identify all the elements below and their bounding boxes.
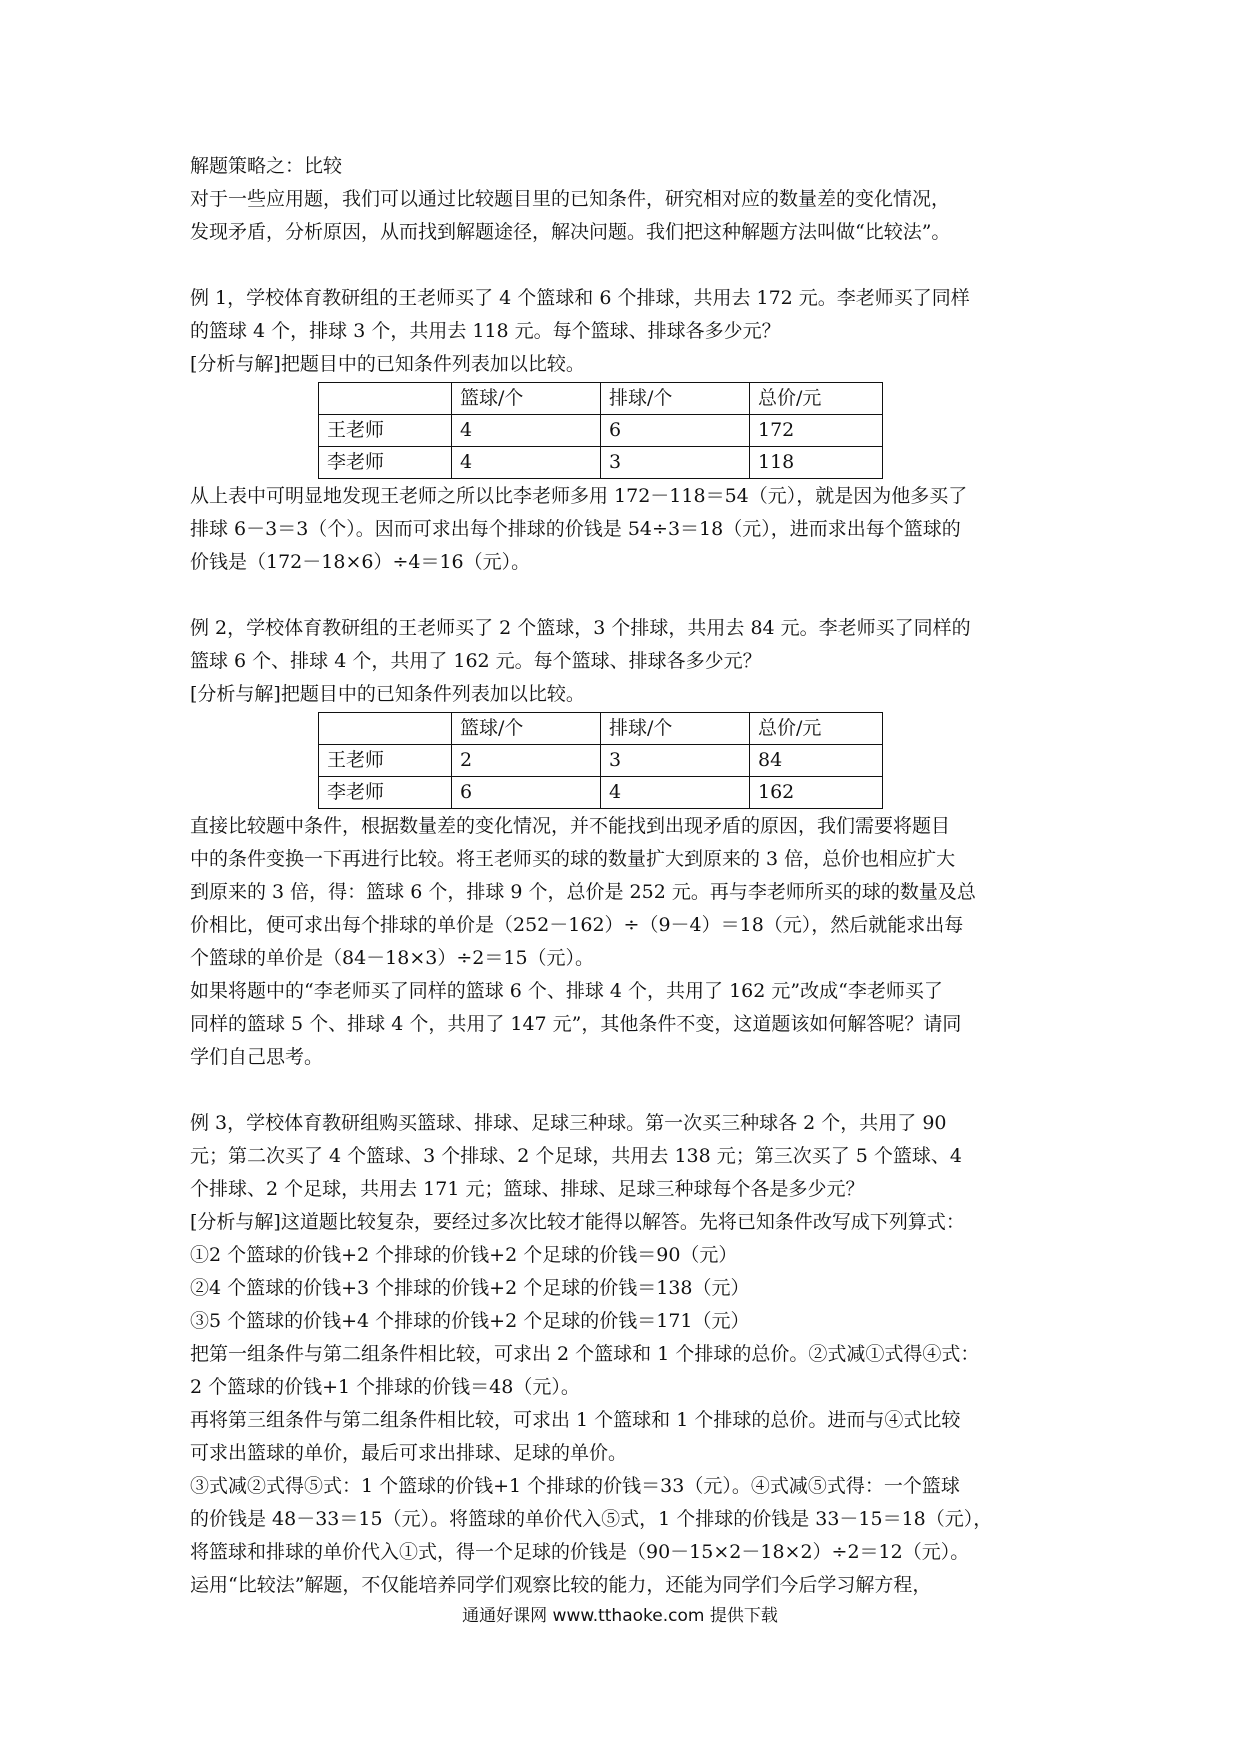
table-row [319, 415, 883, 447]
intro-line: 对于一些应用题，我们可以通过比较题目里的已知条件，研究相对应的数量差的变化情况， [190, 188, 951, 210]
page-title: 解题策略之：比较 [190, 155, 343, 177]
ex3-problem-line: 个排球、2 个足球，共用去 171 元；篮球、排球、足球三种球每个各是多少元？ [190, 1178, 865, 1200]
table-header-row [319, 383, 883, 415]
table-cell: 王老师 [319, 745, 452, 777]
spacer [190, 249, 1060, 282]
table-cell: 3 [601, 745, 750, 777]
ex2-solution-line: 学们自己思考。 [190, 1046, 324, 1068]
ex1-table [318, 382, 883, 479]
table-cell: 排球/个 [601, 383, 750, 415]
ex2-problem-line: 篮球 6 个、排球 4 个，共用了 162 元。每个篮球、排球各多少元？ [190, 650, 762, 672]
table-cell: 4 [452, 447, 601, 479]
ex3-solution-line: 2 个篮球的价钱+1 个排球的价钱＝48（元）。 [190, 1376, 580, 1398]
ex3-solution-line: ③式减②式得⑤式：1 个篮球的价钱+1 个排球的价钱＝33（元）。④式减⑤式得：一个篮球 [190, 1475, 960, 1497]
ex3-solution-line: ③5 个篮球的价钱+4 个排球的价钱+2 个足球的价钱＝171（元） [190, 1310, 750, 1332]
ex2-solution-line: 中的条件变换一下再进行比较。将王老师买的球的数量扩大到原来的 3 倍，总价也相应扩大 [190, 848, 956, 870]
ex3-solution-line: 的价钱是 48－33＝15（元）。将篮球的单价代入⑤式，1 个排球的价钱是 33－15＝18（元）， [190, 1508, 993, 1530]
table-cell: 118 [750, 447, 883, 479]
table-cell: 李老师 [319, 777, 452, 809]
ex2-solution-line: 个篮球的单价是（84－18×3）÷2＝15（元）。 [190, 947, 595, 969]
ex2-solution-line: 直接比较题中条件，根据数量差的变化情况，并不能找到出现矛盾的原因，我们需要将题目 [190, 815, 951, 837]
table-cell: 84 [750, 745, 883, 777]
ex3-solution-line: 将篮球和排球的单价代入①式，得一个足球的价钱是（90－15×2－18×2）÷2＝12（元）。 [190, 1541, 970, 1563]
ex2-analysis: [分析与解]把题目中的已知条件列表加以比较。 [190, 683, 585, 705]
page-footer: 通通好课网 www.tthaoke.com 提供下载 [462, 1606, 778, 1626]
table-header-row [319, 713, 883, 745]
ex3-solution-line: [分析与解]这道题比较复杂，要经过多次比较才能得以解答。先将已知条件改写成下列算式： [190, 1211, 965, 1233]
ex3-solution-line: 把第一组条件与第二组条件相比较，可求出 2 个篮球和 1 个排球的总价。②式减①式得④式： [190, 1343, 980, 1365]
table-cell: 6 [601, 415, 750, 447]
ex1-solution-line: 从上表中可明显地发现王老师之所以比李老师多用 172－118＝54（元），就是因为他多买了 [190, 485, 968, 507]
document-body [190, 150, 1060, 1602]
ex3-problem-line: 例 3，学校体育教研组购买篮球、排球、足球三种球。第一次买三种球各 2 个，共用了 90 [190, 1112, 947, 1134]
ex2-problem-line: 例 2，学校体育教研组的王老师买了 2 个篮球，3 个排球，共用去 84 元。李老师买了同样的 [190, 617, 971, 639]
ex3-solution-line: ②4 个篮球的价钱+3 个排球的价钱+2 个足球的价钱＝138（元） [190, 1277, 750, 1299]
ex2-table [318, 712, 883, 809]
table-cell: 2 [452, 745, 601, 777]
spacer [190, 579, 1060, 612]
ex2-solution-line: 同样的篮球 5 个、排球 4 个，共用了 147 元”，其他条件不变，这道题该如何解答呢？请同 [190, 1013, 962, 1035]
table-cell: 4 [601, 777, 750, 809]
ex1-analysis: [分析与解]把题目中的已知条件列表加以比较。 [190, 353, 585, 375]
table-cell: 6 [452, 777, 601, 809]
table-cell: 3 [601, 447, 750, 479]
ex3-solution-line: 可求出篮球的单价，最后可求出排球、足球的单价。 [190, 1442, 628, 1464]
ex1-solution-line: 排球 6－3＝3（个）。因而可求出每个排球的价钱是 54÷3＝18（元），进而求出每个篮球的 [190, 518, 961, 540]
intro-line: 发现矛盾，分析原因，从而找到解题途径，解决问题。我们把这种解题方法叫做“比较法”。 [190, 221, 951, 243]
ex2-solution-line: 价相比，便可求出每个排球的单价是（252－162）÷（9－4）＝18（元），然后就能求出每 [190, 914, 964, 936]
spacer [190, 1074, 1060, 1107]
table-cell: 排球/个 [601, 713, 750, 745]
table-row [319, 777, 883, 809]
table-cell [319, 383, 452, 415]
table-cell [319, 713, 452, 745]
ex1-problem-line: 的篮球 4 个，排球 3 个，共用去 118 元。每个篮球、排球各多少元？ [190, 320, 781, 342]
table-cell: 总价/元 [750, 713, 883, 745]
table-cell: 162 [750, 777, 883, 809]
ex3-problem-line: 元；第二次买了 4 个篮球、3 个排球、2 个足球，共用去 138 元；第三次买了 5 个篮球、4 [190, 1145, 963, 1167]
table-cell: 李老师 [319, 447, 452, 479]
ex3-solution-line: ①2 个篮球的价钱+2 个排球的价钱+2 个足球的价钱＝90（元） [190, 1244, 738, 1266]
ex2-solution-line: 如果将题中的“李老师买了同样的篮球 6 个、排球 4 个，共用了 162 元”改成“李老师买了 [190, 980, 943, 1002]
ex2-solution-line: 到原来的 3 倍，得：篮球 6 个，排球 9 个，总价是 252 元。再与李老师所买的球的数量及总 [190, 881, 976, 903]
ex3-solution-line: 再将第三组条件与第二组条件相比较，可求出 1 个篮球和 1 个排球的总价。进而与④式比较 [190, 1409, 961, 1431]
table-cell: 4 [452, 415, 601, 447]
table-cell: 王老师 [319, 415, 452, 447]
ex1-solution-line: 价钱是（172－18×6）÷4＝16（元）。 [190, 551, 531, 573]
table-cell: 篮球/个 [452, 713, 601, 745]
table-cell: 172 [750, 415, 883, 447]
table-cell: 篮球/个 [452, 383, 601, 415]
table-row [319, 447, 883, 479]
table-cell: 总价/元 [750, 383, 883, 415]
table-row [319, 745, 883, 777]
ex3-solution-line: 运用“比较法”解题，不仅能培养同学们观察比较的能力，还能为同学们今后学习解方程， [190, 1574, 932, 1596]
ex1-problem-line: 例 1，学校体育教研组的王老师买了 4 个篮球和 6 个排球，共用去 172 元。李老师买了同样 [190, 287, 970, 309]
